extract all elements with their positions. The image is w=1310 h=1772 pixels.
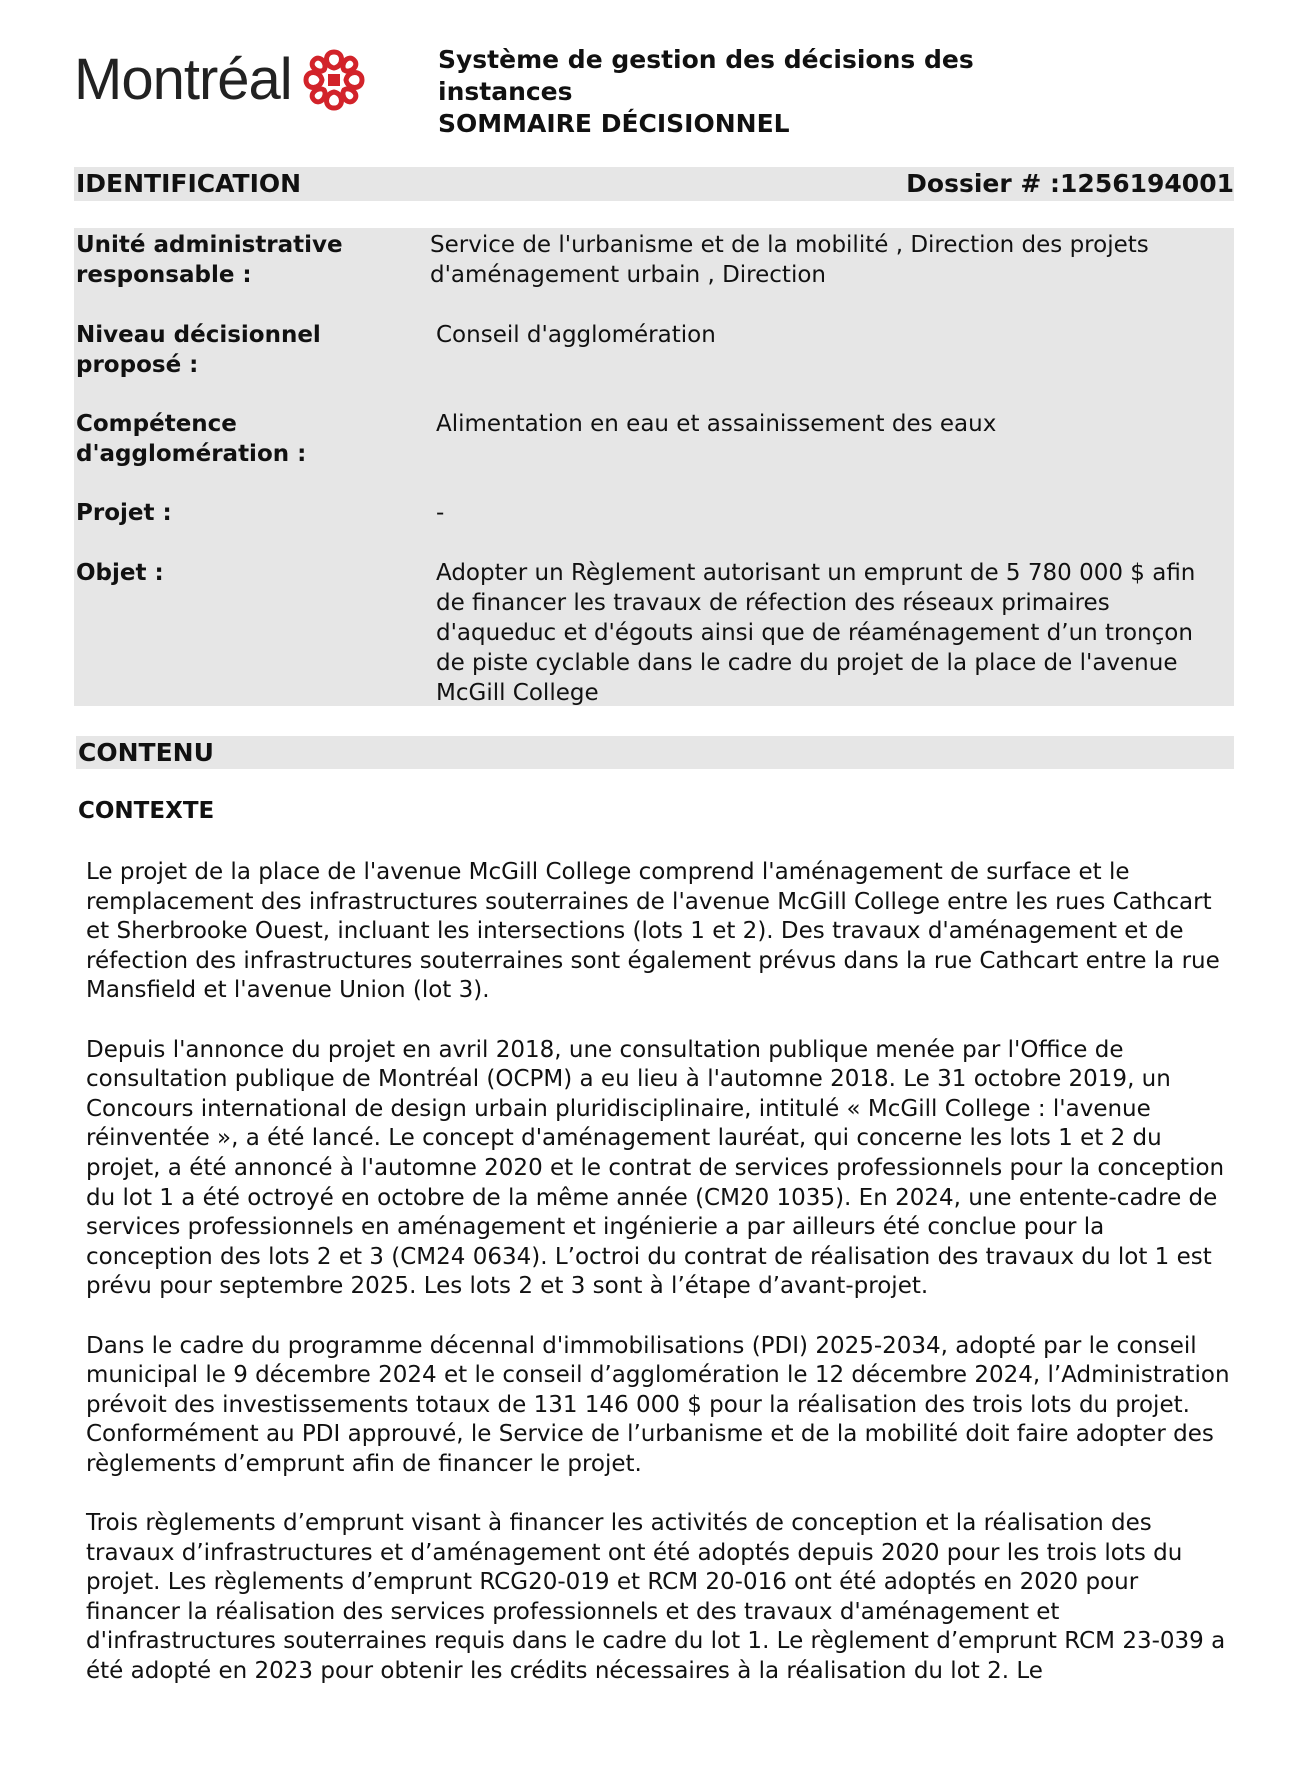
row-value: - [436,500,445,526]
contexte-body [86,858,1236,1716]
identification-band [74,167,1234,201]
contenu-band [76,736,1234,769]
row-value: Conseil d'agglomération [436,322,716,348]
logo-text: Montréal [74,47,292,112]
row-value: Alimentation en eau et assainissement des eaux [436,411,997,437]
dossier-number: Dossier # :1256194001 [906,169,1234,198]
identification-table [74,228,1234,706]
row-label: Objet : [76,560,164,586]
system-title: Système de gestion des décisions des instances [438,45,974,106]
row-value: Service de l'urbanisme et de la mobilité , Direction des projets d'aménagement urbain , Direction [430,232,1149,288]
row-label: Niveau décisionnel proposé : [76,322,321,378]
contenu-heading: CONTENU [78,738,214,767]
row-label: Compétence d'agglomération : [76,411,307,467]
document-type: SOMMAIRE DÉCISIONNEL [438,109,790,138]
row-label: Unité administrative responsable : [76,232,343,288]
header-title [438,44,1058,140]
paragraph: Depuis l'annonce du projet en avril 2018, une consultation publique menée par l'Office de consultation publique de Montréal (OCPM) a eu lieu à l'automne 2018. Le 31 octobre 2019, un Concours international de design urbain pluridisciplinaire, intitulé « McGill College : l'avenue réinventée », a été lancé. Le concept d'aménagement lauréat, qui concerne les lots 1 et 2 du projet, a été annoncé à l'automne 2020 et le contrat de services professionnels pour la conception du lot 1 a été octroyé en octobre de la même année (CM20 1035). En 2024, une entente-cadre de services professionnels en aménagement et ingénierie a par ailleurs été conclue pour la conception des lots 2 et 3 (CM24 0634). L’octroi du contrat de réalisation des travaux du lot 1 est prévu pour septembre 2025. Les lots 2 et 3 sont à l’étape d’avant-projet. [86,1036,1225,1300]
montreal-logo [74,44,370,116]
row-value: Adopter un Règlement autorisant un emprunt de 5 780 000 $ afin de financer les travaux de réfection des réseaux primaires d'aqueduc et d'égouts ainsi que de réaménagement d’un tronçon de piste cyclable dans le cadre du projet de la place de l'avenue McGill College [436,560,1196,706]
paragraph: Le projet de la place de l'avenue McGill College comprend l'aménagement de surface et le remplacement des infrastructures souterraines de l'avenue McGill College entre les rues Cathcart et Sherbrooke Ouest, incluant les intersections (lots 1 et 2). Des travaux d'aménagement et de réfection des infrastructures souterraines sont également prévus dans la rue Cathcart entre la rue Mansfield et l'avenue Union (lot 3). [86,859,1220,1004]
paragraph: Dans le cadre du programme décennal d'immobilisations (PDI) 2025-2034, adopté par le conseil municipal le 9 décembre 2024 et le conseil d’agglomération le 12 décembre 2024, l’Administration prévoit des investissements totaux de 131 146 000 $ pour la réalisation des trois lots du projet. Conformément au PDI approuvé, le Service de l’urbanisme et de la mobilité doit faire adopter des règlements d’emprunt afin de financer le projet. [86,1332,1230,1477]
identification-heading: IDENTIFICATION [76,169,302,198]
paragraph: Trois règlements d’emprunt visant à financer les activités de conception et la réalisation des travaux d’infrastructures et d’aménagement ont été adoptés depuis 2020 pour les trois lots du projet. Les règlements d’emprunt RCG20-019 et RCM 20-016 ont été adoptés en 2020 pour financer la réalisation des services professionnels et des travaux d'aménagement et d'infrastructures souterraines requis dans le cadre du lot 1. Le règlement d’emprunt RCM 23-039 a été adopté en 2023 pour obtenir les crédits nécessaires à la réalisation du lot 2. Le [86,1510,1226,1685]
contexte-heading: CONTEXTE [78,798,215,824]
montreal-flower-icon [298,44,370,116]
row-label: Projet : [76,500,172,526]
